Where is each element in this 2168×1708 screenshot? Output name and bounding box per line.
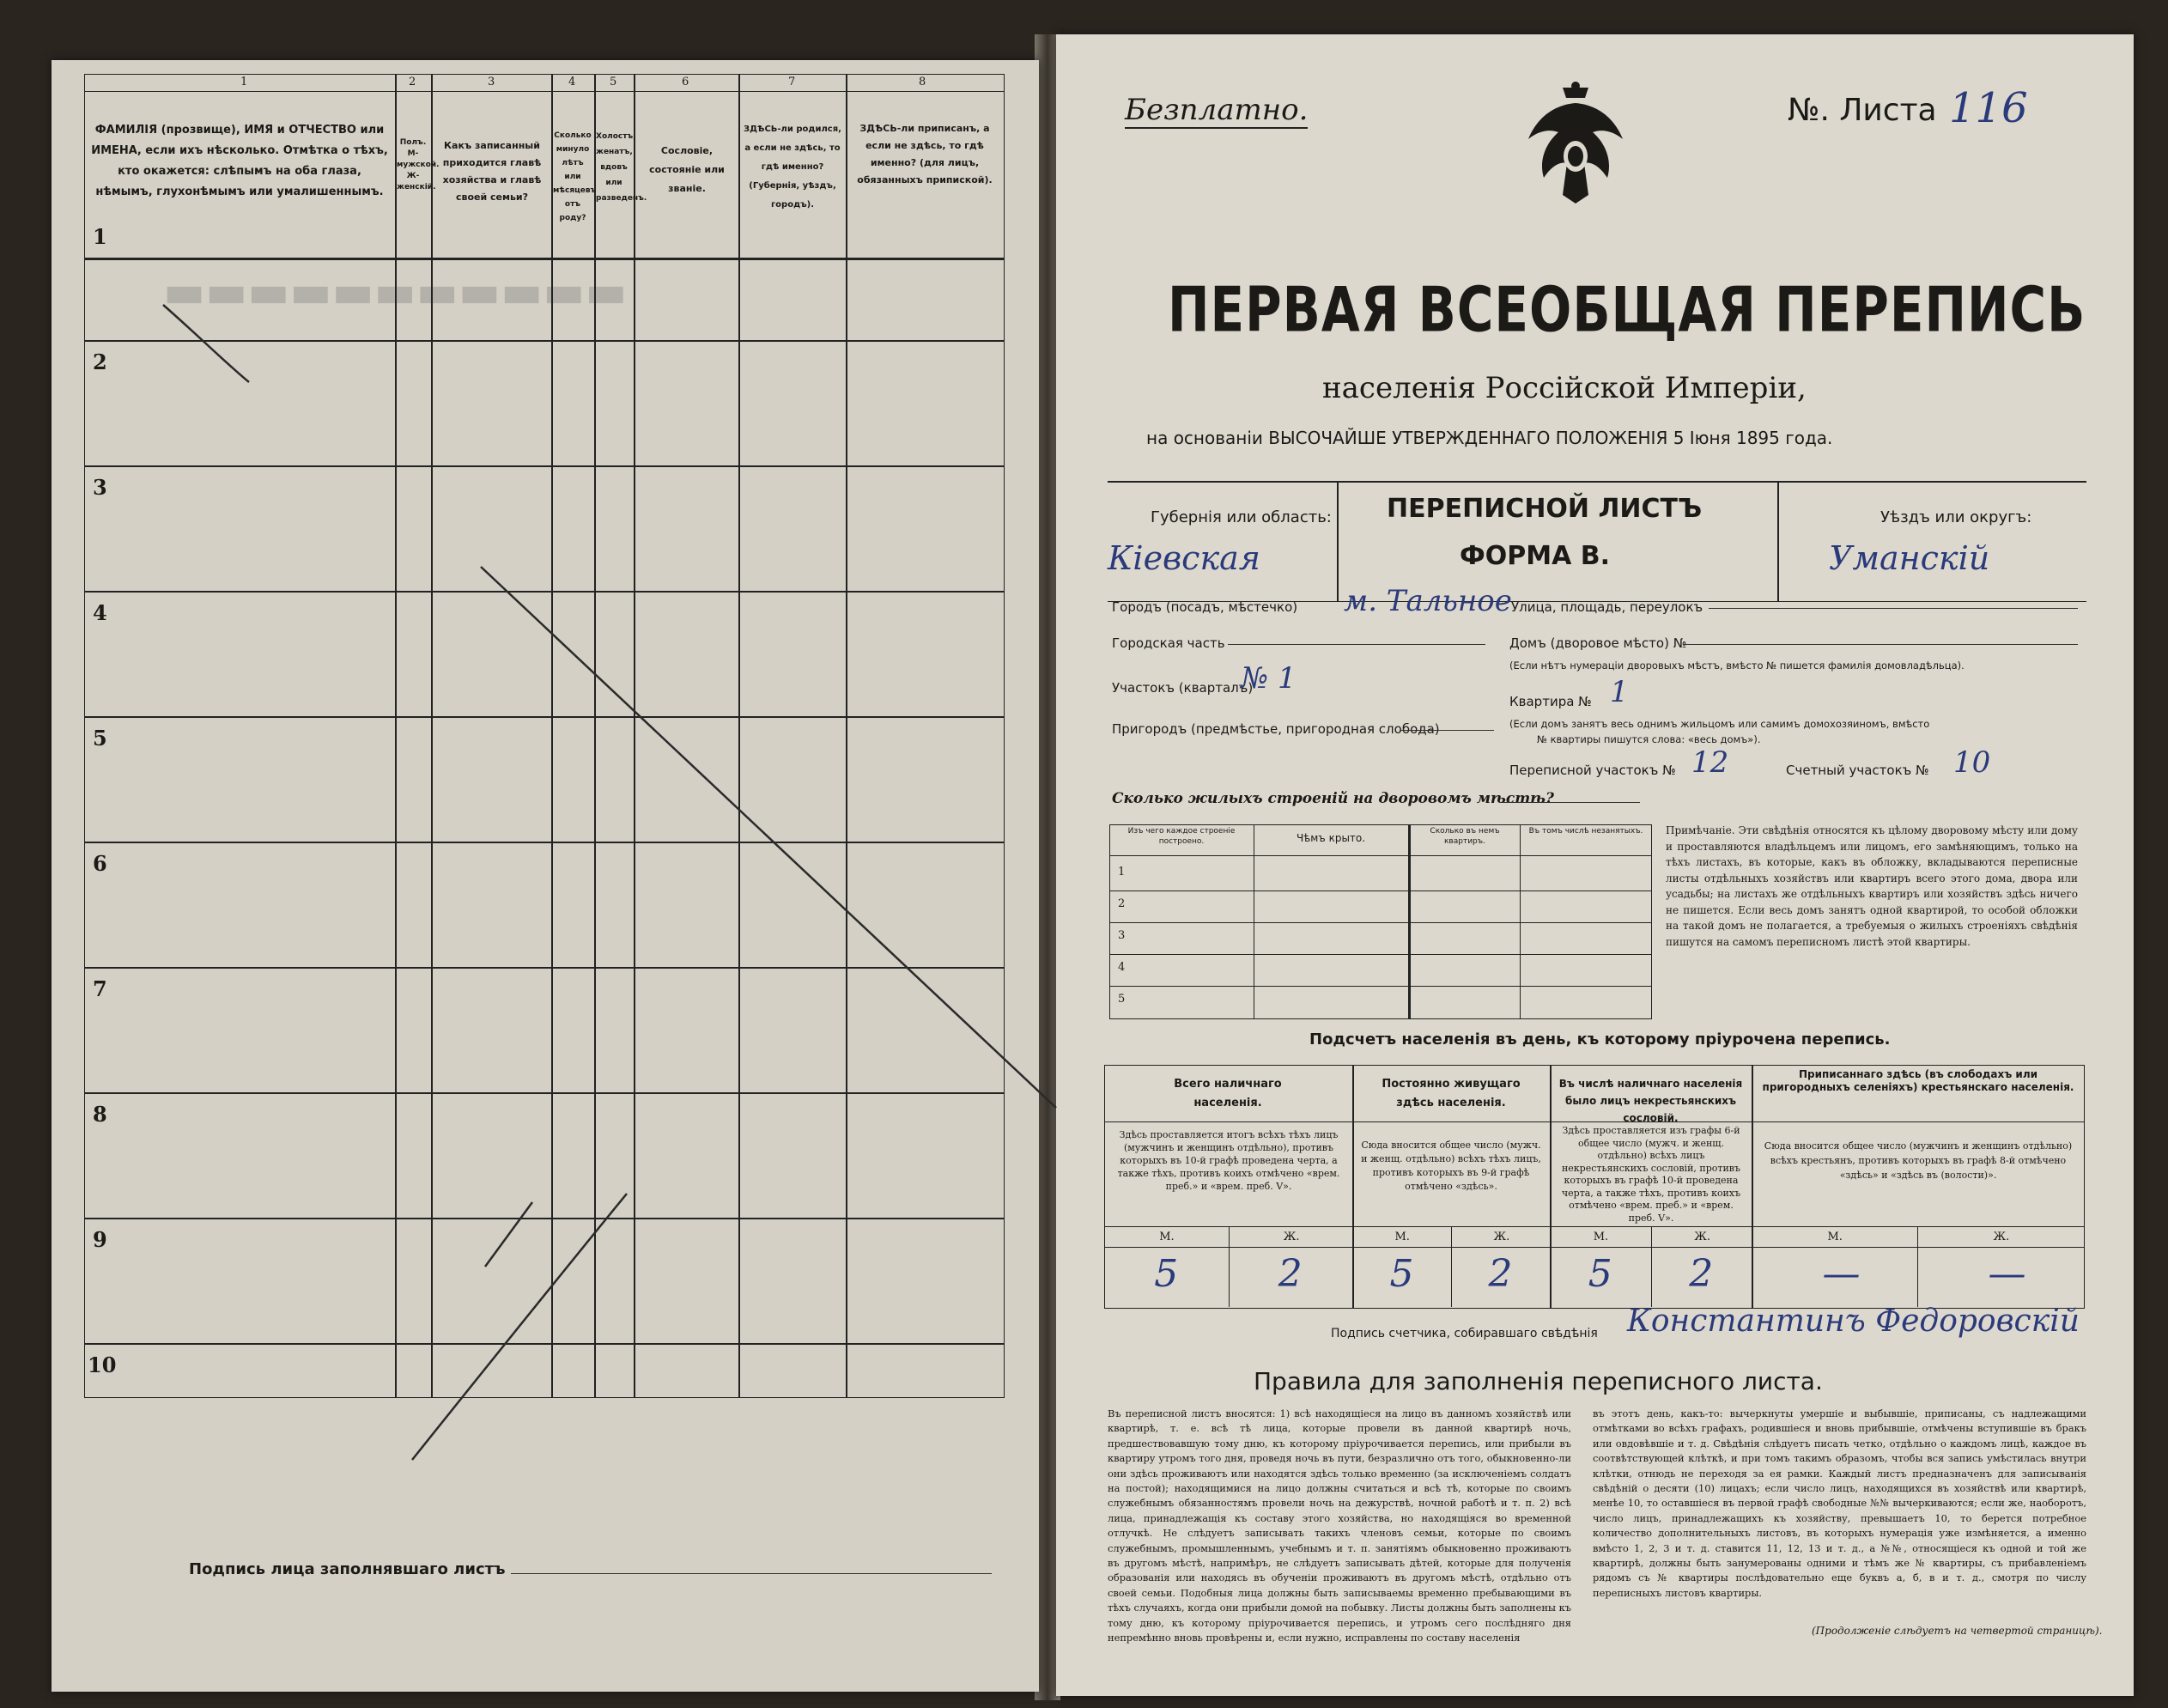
city-value: м. Тальное	[1344, 584, 1512, 618]
count-description: Здѣсь проставляется итогъ всѣхъ тѣхъ лицъ (мужчинъ и женщинъ отдѣльно), противъ которыхъ въ 10-й графѣ проведена черта, а также тѣхъ, противъ коихъ отмѣчено «врем. преб.» и «врем. преб. V».	[1117, 1129, 1340, 1192]
header-age: Сколько минуло лѣтъ или мѣсяцевъ отъ роду?	[553, 131, 597, 222]
form-subtitle: ФОРМА В.	[1460, 541, 1611, 571]
city-part-label: Городская часть	[1112, 635, 1225, 651]
strike-line	[412, 1194, 627, 1460]
row-number: 1	[93, 224, 107, 249]
counter-signature-value: Константинъ Федоровскій	[1627, 1304, 2080, 1339]
sex-column-label: М.	[1593, 1231, 1609, 1243]
row-number: 8	[93, 1102, 107, 1127]
count-value: 2	[1689, 1252, 1714, 1296]
count-header: Въ числѣ наличнаго населенія было лицъ некрестьянскихъ сословій.	[1558, 1078, 1743, 1124]
row-number: 2	[93, 350, 107, 374]
apartment-note: (Если домъ занятъ весь однимъ жильцомъ или самимъ домохозяиномъ, вмѣсто	[1509, 718, 1930, 730]
count-header: Всего наличнаго населенія.	[1174, 1078, 1282, 1109]
row-number: 10	[88, 1352, 117, 1377]
house-label: Домъ (дворовое мѣсто) №	[1509, 635, 1687, 651]
guberniya-label: Губернія или область:	[1151, 508, 1332, 526]
header-sex: Полъ. М-мужской. Ж-женскій.	[397, 138, 440, 191]
count-description: Здѣсь проставляется изъ графы 6-й общее число (мужч. и женщ. отдѣльно) всѣхъ лицъ некрестьянскихъ сословій, противъ которыхъ въ графѣ 10-й проведена черта, а также тѣхъ, противъ коихъ отмѣчено «врем. преб.» и «врем. преб. V».	[1561, 1125, 1741, 1224]
count-value: —	[1988, 1252, 2026, 1296]
page-title: ПЕРВАЯ ВСЕОБЩАЯ ПЕРЕПИСЬ	[1168, 273, 2086, 346]
census-area-value: 12	[1691, 745, 1729, 780]
sex-column-label: М.	[1159, 1231, 1175, 1243]
col-number: 2	[409, 76, 416, 88]
subtitle: населенія Россійской Имперіи,	[1322, 371, 1807, 405]
col-number: 1	[240, 76, 248, 88]
sheet-number-value: 116	[1949, 84, 2028, 132]
bleed-through-shadow: ▬▬▬▬▬▬▬▬▬▬▬	[163, 266, 628, 318]
building-row-number: 2	[1118, 897, 1126, 910]
row-number: 7	[93, 976, 107, 1001]
apartment-value: 1	[1610, 675, 1629, 709]
sex-column-label: М.	[1827, 1231, 1843, 1243]
strike-line	[481, 567, 1056, 1108]
row-number: 9	[93, 1227, 107, 1252]
guberniya-value: Кіевская	[1108, 539, 1260, 577]
building-row-number: 4	[1118, 961, 1126, 974]
count-description: Сюда вносится общее число (мужч. и женщ. отдѣльно) всѣхъ тѣхъ лицъ, противъ которыхъ въ 9-й графѣ отмѣчено «здѣсь».	[1361, 1140, 1541, 1192]
col-number: 3	[488, 76, 495, 88]
col-number: 4	[568, 76, 576, 88]
buildings-header: Чѣмъ крыто.	[1296, 832, 1366, 844]
building-row-number: 5	[1118, 993, 1126, 1006]
sheet-number-label: №. Листа	[1788, 93, 1937, 128]
signature-label: Подпись лица заполнявшаго листъ	[189, 1560, 992, 1578]
count-value: 2	[1278, 1252, 1303, 1296]
census-area-label: Переписной участокъ №	[1509, 763, 1676, 778]
count-header: Постоянно живущаго здѣсь населенія.	[1382, 1078, 1521, 1109]
sex-column-label: Ж.	[1993, 1231, 2010, 1243]
counter-signature: Подпись счетчика, собиравшаго свѣдѣнія	[1331, 1327, 1598, 1340]
header-name: ФАМИЛІЯ (прозвище), ИМЯ и ОТЧЕСТВО или ИМЕНА, если ихъ нѣсколько. Отмѣтка о тѣхъ, кто окажется: слѣпымъ на оба глаза, нѣмымъ, глухонѣмымъ или умалишеннымъ.	[91, 124, 388, 198]
header-birthplace: ЗДѢСЬ-ли родился, а если не здѣсь, то гдѣ именно? (Губернія, уѣздъ, городъ).	[744, 125, 841, 210]
basis-text: на основаніи ВЫСОЧАЙШЕ УТВЕРЖДЕННАГО ПОЛОЖЕНІЯ 5 Іюня 1895 года.	[1146, 428, 1833, 448]
count-value: 5	[1389, 1252, 1414, 1296]
count-title: Подсчетъ населенія въ день, къ которому пріурочена перепись.	[1309, 1030, 1891, 1049]
row-number: 5	[93, 726, 107, 751]
col-number: 8	[919, 76, 926, 88]
free-label: Безплатно.	[1125, 93, 1309, 127]
uezd-value: Уманскій	[1829, 539, 1990, 577]
form-title: ПЕРЕПИСНОЙ ЛИСТЪ	[1387, 494, 1703, 524]
house-note: (Если нѣтъ нумераціи дворовыхъ мѣстъ, вмѣсто № пишется фамилія домовладѣльца).	[1509, 659, 1965, 672]
strike-line	[163, 305, 249, 382]
strike-line	[485, 1202, 532, 1267]
rules-title: Правила для заполненія переписного листа.	[1254, 1367, 1823, 1395]
header-estate: Сословіе, состояніе или званіе.	[649, 145, 725, 194]
count-header: Приписаннаго здѣсь (въ слободахъ или пригородныхъ селеніяхъ) крестьянскаго населенія.	[1762, 1068, 2074, 1093]
col-number: 7	[788, 76, 796, 88]
buildings-header: Въ томъ числѣ незанятыхъ.	[1528, 827, 1643, 836]
buildings-note: Примѣчаніе. Эти свѣдѣнія относятся къ цѣлому дворовому мѣсту или дому и проставляются владѣльцемъ или лицомъ, его замѣняющимъ, только на тѣхъ листахъ, въ которые, какъ въ обложку, вкладываются переписные листы отдѣльныхъ хозяйствъ или квартиръ всего этого дома, двора или усадьбы; на листахъ же отдѣльныхъ квартиръ или хозяйствъ здѣсь ничего не пишется. Если весь домъ занятъ одной квартирой, то особой обложки на такой домъ не полагается, а требуемыя о жилыхъ строеніяхъ свѣдѣнія пишутся на самомъ переписномъ листѣ этой квартиры.	[1666, 824, 2078, 948]
city-label: Городъ (посадъ, мѣстечко)	[1112, 599, 1298, 615]
count-area-value: 10	[1953, 745, 1991, 780]
col-number: 5	[610, 76, 617, 88]
header-registered: ЗДѢСЬ-ли приписанъ, а если не здѣсь, то гдѣ именно? (для лицъ, обязанныхъ припиской).	[857, 123, 993, 185]
sex-column-label: М.	[1394, 1231, 1410, 1243]
count-value: 2	[1488, 1252, 1513, 1296]
buildings-question: Сколько жилыхъ строеній на дворовомъ мѣстѣ?	[1112, 790, 1554, 807]
count-value: 5	[1154, 1252, 1179, 1296]
buildings-header: Сколько въ немъ квартиръ.	[1430, 827, 1500, 846]
row-number: 4	[93, 600, 107, 625]
rules-left-column: Въ переписной листъ вносятся: 1) всѣ находящіеся на лицо въ данномъ хозяйствѣ или квартирѣ, т. е. всѣ тѣ лица, которые провели въ данной квартирѣ ночь, предшествовавшую тому дню, къ которому пріурочивается перепись, или прибыли въ квартиру утромъ того дня, проведя ночь въ пути, безразлично отъ того, обыкновенно-ли они здѣсь проживаютъ или находятся здѣсь только временно (за исключеніемъ солдатъ на постой); находящимися на лицо должны считаться и всѣ тѣ, которые по своимъ служебнымъ обязанностямъ провели ночь на дежурствѣ, ночной работѣ и т. п. 2) всѣ лица, принадлежащія къ составу этого хозяйства, но находящіяся во временной отлучкѣ. Не слѣдуетъ записывать такихъ членовъ семьи, которые по своимъ служебнымъ, промышленнымъ, учебнымъ и т. п. занятіямъ обыкновенно проживаютъ въ другомъ мѣстѣ, напримѣръ, не слѣдуетъ записывать дѣтей, которые для полученія образованія или находясь въ обученіи проживаютъ въ другомъ мѣстѣ, отдѣльно отъ своей семьи. Подобныя лица должны быть записываемы временно пребывающими въ тѣхъ случаяхъ, когда они прибыли домой на побывку. Листы должны быть заполнены къ тому дню, къ которому пріурочивается перепись, и утромъ сего послѣдняго дня непремѣнно вновь провѣрены и, если нужно, исправлены по составу населенія	[1108, 1407, 1571, 1644]
header-marital: Холостъ, женатъ, вдовъ или разведенъ.	[596, 132, 647, 203]
row-number: 3	[93, 475, 107, 500]
apartment-label: Квартира №	[1509, 694, 1592, 709]
building-row-number: 1	[1118, 866, 1126, 878]
district-value: № 1	[1241, 661, 1297, 696]
sex-column-label: Ж.	[1283, 1231, 1300, 1243]
count-value: —	[1822, 1252, 1861, 1296]
sex-column-label: Ж.	[1694, 1231, 1710, 1243]
sex-column-label: Ж.	[1493, 1231, 1510, 1243]
rules-right-column: въ этотъ день, какъ-то: вычеркнуты умершіе и выбывшіе, приписаны, съ надлежащими отмѣтками во всѣхъ графахъ, родившіеся и вновь прибывшіе, отмѣчены вступившіе въ бракъ или овдовѣвшіе и т. д. Свѣдѣнія слѣдуетъ писать четко, отдѣльно о каждомъ лицѣ, каждое въ соотвѣтствующей клѣткѣ, и при томъ такимъ образомъ, чтобы вся запись умѣстилась внутри клѣтки, отнюдь не переходя за ея рамки. Каждый листъ предназначенъ для записыванія свѣдѣній о десяти (10) лицахъ; если число лицъ, находящихся въ хозяйствѣ или квартирѣ, менѣе 10, то оставшіеся въ первой графѣ свободные №№ вычеркиваются; если же, наоборотъ, число лицъ, принадлежащихъ къ хозяйству, превышаетъ 10, то берется потребное количество дополнительныхъ листовъ, въ которыхъ нумерація уже измѣняется, а именно вмѣсто 1, 2, 3 и т. д. ставится 11, 12, 13 и т. д., а №№, относящіеся къ одной и той же квартирѣ, должны быть занумерованы одними и тѣмъ же № квартиры, съ прибавленіемъ рядомъ съ № квартиры послѣдовательно еще буквъ а, б, в и т. д., смотря по числу переписныхъ листовъ квартиры.	[1593, 1407, 2086, 1599]
buildings-header: Изъ чего каждое строеніе построено.	[1127, 827, 1236, 846]
street-label: Улица, площадь, переулокъ	[1511, 599, 1703, 615]
header-relation: Какъ записанный приходится главѣ хозяйства и главѣ своей семьи?	[442, 140, 542, 203]
count-area-label: Счетный участокъ №	[1786, 763, 1929, 778]
count-description: Сюда вносится общее число (мужчинъ и женщинъ отдѣльно) всѣхъ крестьянъ, противъ которыхъ въ графѣ 8-й отмѣчено «здѣсь» и «здѣсь въ (волости)».	[1764, 1140, 2073, 1181]
district-label: Участокъ (кварталъ)	[1112, 680, 1254, 696]
col-number: 6	[682, 76, 689, 88]
count-value: 5	[1588, 1252, 1612, 1296]
apartment-note: № квартиры пишутся слова: «весь домъ»).	[1537, 733, 1761, 745]
suburb-label: Пригородъ (предмѣстье, пригородная слобода)	[1112, 721, 1440, 737]
continued-note: (Продолженіе слѣдуетъ на четвертой страницѣ).	[1812, 1625, 2103, 1637]
row-number: 6	[93, 851, 107, 876]
building-row-number: 3	[1118, 929, 1126, 942]
uezd-label: Уѣздъ или округъ:	[1880, 508, 2032, 526]
